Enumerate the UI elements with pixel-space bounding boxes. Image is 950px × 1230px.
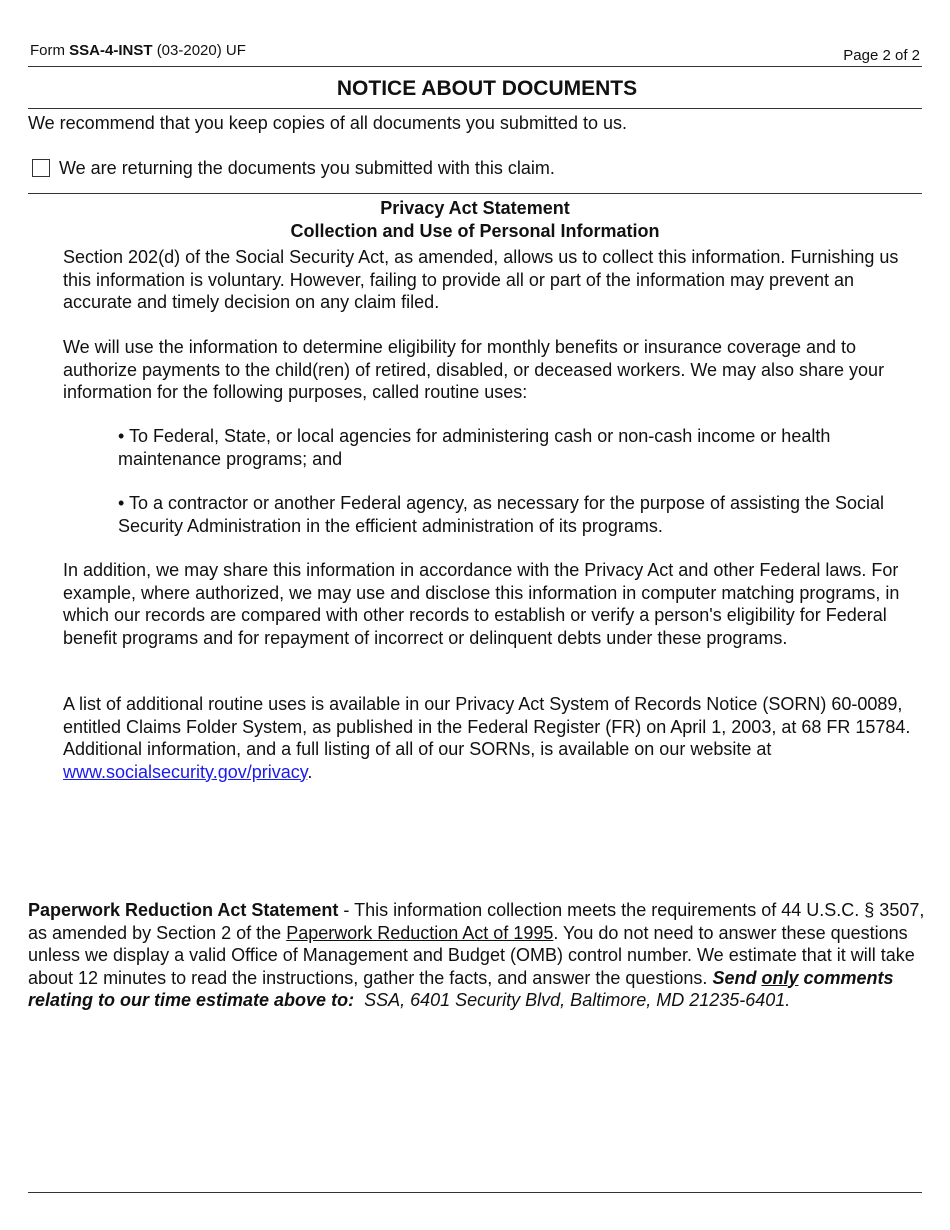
returning-checkbox[interactable] — [32, 159, 50, 177]
recommend-text: We recommend that you keep copies of all documents you submitted to us. — [28, 113, 627, 133]
privacy-heading — [28, 197, 922, 242]
notice-title: NOTICE ABOUT DOCUMENTS — [336, 77, 638, 100]
privacy-paragraph-sharing: In addition, we may share this information in accordance with the Privacy Act and other Federal laws. For example, where authorized, we may use and disclose this information in computer matching programs, in which our records are compared with other records to establish or verify a person's eligibility for Federal benefit programs and for repayment of incorrect or delinquent debts under these programs. — [63, 560, 900, 648]
form-number: SSA-4-INST — [69, 42, 153, 59]
form-prefix: Form — [30, 42, 65, 59]
form-edition: (03-2020) UF — [156, 42, 246, 59]
page-number: Page 2 of 2 — [843, 47, 920, 64]
returning-label: We are returning the documents you submitted with this claim. — [59, 158, 555, 178]
paperwork-reduction-statement — [28, 899, 928, 1012]
section-divider — [28, 193, 922, 194]
pra-act-name: Paperwork Reduction Act of 1995 — [286, 922, 554, 943]
returning-row[interactable] — [32, 157, 555, 180]
pra-address: SSA, 6401 Security Blvd, Baltimore, MD 21235-6401. — [364, 990, 791, 1010]
routine-use-bullet-1: • To Federal, State, or local agencies for administering cash or non-cash income or health maintenance programs; and — [118, 426, 831, 469]
form-id — [30, 42, 246, 59]
sorn-end: . — [307, 761, 313, 782]
pra-only: only — [761, 967, 799, 988]
pra-send: Send — [712, 967, 757, 988]
privacy-paragraph-use: We will use the information to determine eligibility for monthly benefits or insurance coverage and to authorize payments to the child(ren) of retired, disabled, or deceased workers. We may also share your information for the following purposes, called routine uses: — [63, 337, 885, 402]
footer-divider — [28, 1192, 922, 1193]
title-divider — [28, 108, 922, 109]
pra-text-2: . You do not need to answer these questions unless we display a valid Office of Management and Budget (OMB) control number. We estimate that it will take about 12 minutes to read the instructions, gather the facts, and answer the questions. — [28, 922, 915, 988]
privacy-paragraph-authority: Section 202(d) of the Social Security Act, as amended, allows us to collect this information. Furnishing us this information is voluntary. However, failing to provide all or part of the information may prevent an accurate and timely decision on any claim filed. — [63, 247, 899, 312]
header-divider — [28, 66, 922, 67]
privacy-paragraph-sorn — [63, 693, 913, 783]
pra-send-post: comments relating to our time estimate above to: — [28, 967, 894, 1010]
routine-use-bullet-2: • To a contractor or another Federal agency, as necessary for the purpose of assisting the Social Security Administration in the efficient administration of its programs. — [118, 493, 885, 536]
privacy-heading-title: Privacy Act Statement — [380, 198, 570, 218]
sorn-text: A list of additional routine uses is available in our Privacy Act System of Records Notice (SORN) 60-0089, entitled Claims Folder System, as published in the Federal Register (FR) on April 1, 2003, at 68 FR 15784. Additional information, and a full listing of all of our SORNs, is available on our website at — [63, 694, 911, 759]
pra-text-1: - This information collection meets the requirements of 44 U.S.C. § 3507, as amended by Section 2 of the — [28, 900, 925, 943]
privacy-link[interactable]: www.socialsecurity.gov/privacy — [63, 761, 308, 782]
pra-heading: Paperwork Reduction Act Statement — [28, 900, 339, 920]
privacy-heading-subtitle: Collection and Use of Personal Information — [290, 220, 660, 241]
